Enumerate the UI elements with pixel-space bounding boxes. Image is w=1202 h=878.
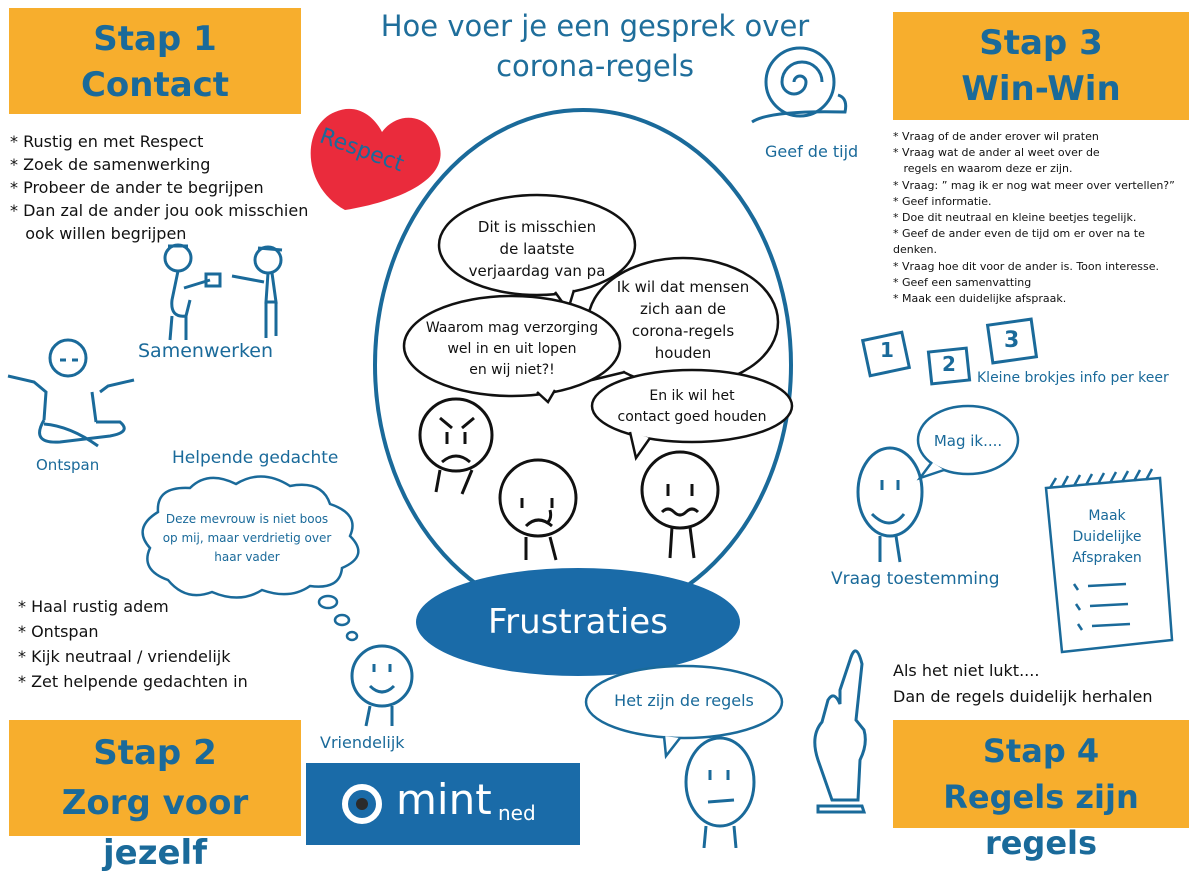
list-item: ook willen begrijpen	[10, 224, 187, 243]
list-item: * Ontspan	[18, 622, 99, 641]
step-3-title: Win-Win	[961, 69, 1121, 109]
list-item: * Vraag wat de ander al weet over de	[893, 146, 1100, 160]
list-item: * Zoek de samenwerking	[10, 155, 211, 174]
speech-text-contact: En ik wil het contact goed houden	[617, 388, 767, 425]
mintned-logo	[306, 763, 580, 845]
speech-text-regels: Het zijn de regels	[614, 691, 754, 710]
step-1-title: Contact	[80, 65, 230, 105]
step-2-title: Zorg voor jezelf	[61, 783, 249, 873]
step-4-box	[893, 720, 1189, 862]
list-item: * Kijk neutraal / vriendelijk	[18, 647, 231, 666]
logo-mark-icon	[332, 774, 392, 834]
crying-face-icon	[500, 460, 576, 560]
respect-label: Respect	[316, 123, 408, 178]
list-item: * Maak een duidelijke afspraak.	[893, 292, 1067, 306]
title-line-1: Hoe voer je een gesprek over	[380, 9, 810, 43]
list-item: * Haal rustig adem	[18, 597, 169, 616]
fallback-text: Als het niet lukt.... Dan de regels duidelijk herhalen	[893, 661, 1153, 706]
collaborating-people-icon	[165, 245, 282, 340]
list-item: * Vraag hoe dit voor de ander is. Toon interesse.	[893, 259, 1159, 273]
logo-suffix: ned	[498, 801, 536, 825]
notepad-text: Maak Duidelijke Afspraken	[1072, 508, 1142, 566]
list-item: * Doe dit neutraal en kleine beetjes tegelijk.	[893, 211, 1137, 225]
list-item: * Geef een samenvatting	[893, 275, 1032, 289]
list-item: * Probeer de ander te begrijpen	[10, 178, 264, 197]
helpende-gedachte-label: Helpende gedachte	[172, 448, 339, 468]
list-item: * Rustig en met Respect	[10, 132, 204, 151]
step-1-label: Stap 1	[93, 19, 217, 59]
contact-list	[10, 130, 308, 245]
logo-name: mint	[396, 775, 492, 824]
list-item: denken.	[893, 243, 937, 257]
worried-face-icon	[642, 452, 718, 558]
winwin-list	[893, 129, 1175, 307]
neutral-face-icon	[686, 738, 754, 848]
list-item: * Geef informatie.	[893, 194, 992, 208]
list-item: * Vraag of de ander erover wil praten	[893, 130, 1099, 143]
list-item: regels en waarom deze er zijn.	[893, 162, 1073, 176]
vriendelijk-label: Vriendelijk	[320, 733, 405, 752]
step-4-label: Stap 4	[982, 732, 1100, 770]
speech-text-mensen: Ik wil dat mensen zich aan de corona-regels houden	[616, 278, 750, 362]
step-3-label: Stap 3	[979, 23, 1103, 63]
list-item: * Geef de ander even de tijd om er over na te	[893, 227, 1145, 241]
step-2-label: Stap 2	[93, 733, 217, 773]
frustraties-label: Frustraties	[488, 602, 668, 642]
list-item: * Vraag: ” mag ik er nog wat meer over vertellen?”	[893, 178, 1175, 192]
speech-text-verzorging: Waarom mag verzorging wel in en uit lopen en wij niet?!	[425, 320, 599, 378]
list-item: * Dan zal de ander jou ook misschien	[10, 201, 309, 220]
self-care-list	[18, 594, 248, 694]
box-number-2: 2	[942, 352, 956, 376]
speech-text-mag-ik: Mag ik....	[933, 432, 1003, 450]
asking-face-icon	[858, 448, 922, 562]
angry-face-icon	[420, 399, 492, 494]
speech-text-verjaardag: Dit is misschien de laatste verjaardag van pa	[468, 218, 606, 280]
samenwerken-label: Samenwerken	[138, 340, 274, 362]
kleine-brokjes-label: Kleine brokjes info per keer	[977, 370, 1169, 386]
title-line-2: corona-regels	[496, 49, 694, 83]
step-3-box	[893, 12, 1189, 120]
friendly-face-icon	[352, 646, 412, 726]
thought-bubble-text: Deze mevrouw is niet boos op mij, maar verdrietig over haar vader	[162, 512, 332, 564]
step-4-title: Regels zijn regels	[943, 778, 1139, 862]
box-number-3: 3	[1004, 328, 1020, 353]
box-number-1: 1	[880, 338, 894, 362]
meditating-person-icon	[8, 340, 134, 446]
page-title	[330, 6, 860, 86]
raised-hand-icon	[815, 651, 866, 812]
list-item: * Zet helpende gedachten in	[18, 672, 248, 691]
vraag-toestemming-label: Vraag toestemming	[831, 569, 1000, 589]
step-2-box	[9, 720, 301, 873]
ontspan-label: Ontspan	[36, 456, 100, 474]
geef-de-tijd-label: Geef de tijd	[765, 142, 859, 161]
step-1-box	[9, 8, 301, 114]
